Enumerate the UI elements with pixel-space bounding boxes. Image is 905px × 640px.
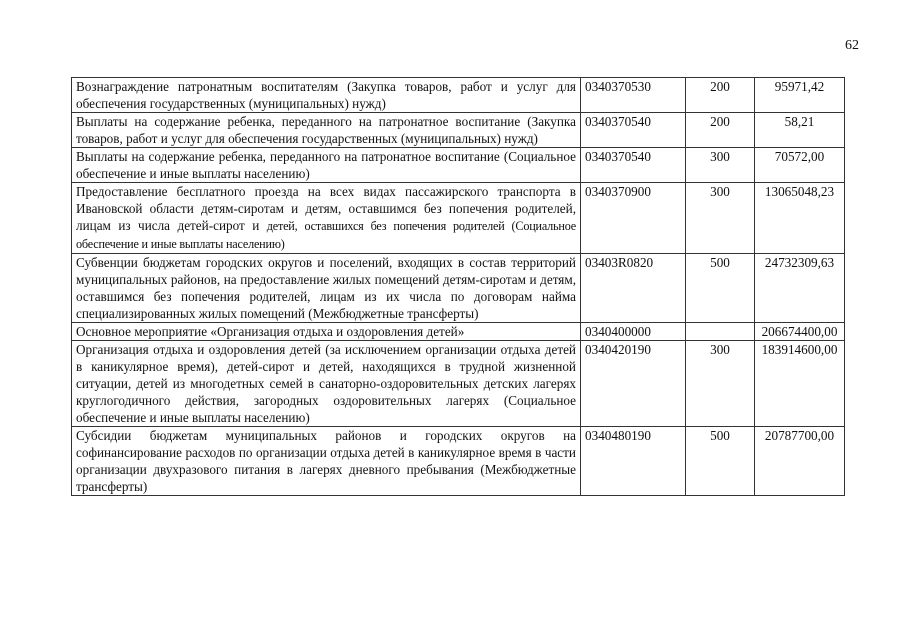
row-sum: 20787700,00 xyxy=(755,427,845,496)
row-name: Вознаграждение патронатным воспитателям (Закупка товаров, работ и услуг для обеспечения государственных (муниципальных) нужд) xyxy=(72,78,581,113)
row-sum: 24732309,63 xyxy=(755,254,845,323)
row-sum: 70572,00 xyxy=(755,148,845,183)
row-code: 0340400000 xyxy=(581,323,686,341)
row-code: 0340480190 xyxy=(581,427,686,496)
row-name-main: Предоставление бесплатного проезда на всех видах пассажирского транспорта в Ивановской области детям-сиротам и детям, оставшимся без попечения родителей, лицам из числа детей-сирот и xyxy=(76,184,576,233)
row-name: Выплаты на содержание ребенка, переданного на патронатное воспитание (Социальное обеспечение и иные выплаты населению) xyxy=(72,148,581,183)
table-row xyxy=(72,78,845,113)
row-type: 500 xyxy=(686,254,755,323)
row-name: Организация отдыха и оздоровления детей (за исключением организации отдыха детей в каникулярное время), детей-сирот и детей, находящихся в трудной жизненной ситуации, детей из многодетных семей в санаторно-оздоровительных детских лагерях круглогодичного действия, загородных оздоровительных лагерях (Социальное обеспечение и иные выплаты населению) xyxy=(72,341,581,427)
row-code: 0340370530 xyxy=(581,78,686,113)
row-name: Выплаты на содержание ребенка, переданного на патронатное воспитание (Закупка товаров, работ и услуг для обеспечения государственных (муниципальных) нужд) xyxy=(72,113,581,148)
row-sum: 13065048,23 xyxy=(755,183,845,254)
table-row xyxy=(72,254,845,323)
row-sum: 206674400,00 xyxy=(755,323,845,341)
row-code: 0340420190 xyxy=(581,341,686,427)
budget-table xyxy=(71,77,845,496)
table-row xyxy=(72,323,845,341)
row-type xyxy=(686,323,755,341)
row-sum: 58,21 xyxy=(755,113,845,148)
row-code: 0340370540 xyxy=(581,113,686,148)
row-name: Основное мероприятие «Организация отдыха и оздоровления детей» xyxy=(72,323,581,341)
table-row xyxy=(72,113,845,148)
row-sum: 95971,42 xyxy=(755,78,845,113)
row-name-condensed: детей, оставшихся без попечения родителей (Социальное обеспечение и иные выплаты населению) xyxy=(76,219,576,251)
row-name: Субсидии бюджетам муниципальных районов и городских округов на софинансирование расходов по организации отдыха детей в каникулярное время в части организации двухразового питания в лагерях дневного пребывания (Межбюджетные трансферты) xyxy=(72,427,581,496)
row-type: 500 xyxy=(686,427,755,496)
row-name xyxy=(72,183,581,254)
table-row xyxy=(72,341,845,427)
table-row xyxy=(72,427,845,496)
row-code: 03403R0820 xyxy=(581,254,686,323)
row-sum: 183914600,00 xyxy=(755,341,845,427)
row-code: 0340370900 xyxy=(581,183,686,254)
table-row xyxy=(72,148,845,183)
row-type: 300 xyxy=(686,148,755,183)
page-number: 62 xyxy=(845,38,859,53)
row-type: 200 xyxy=(686,78,755,113)
table-row xyxy=(72,183,845,254)
row-type: 300 xyxy=(686,341,755,427)
row-code: 0340370540 xyxy=(581,148,686,183)
row-type: 200 xyxy=(686,113,755,148)
row-name: Субвенции бюджетам городских округов и поселений, входящих в состав территорий муниципальных районов, на предоставление жилых помещений детям-сиротам и детям, оставшимся без попечения родителей, лицам из их числа по договорам найма специализированных жилых помещений (Межбюджетные трансферты) xyxy=(72,254,581,323)
row-type: 300 xyxy=(686,183,755,254)
